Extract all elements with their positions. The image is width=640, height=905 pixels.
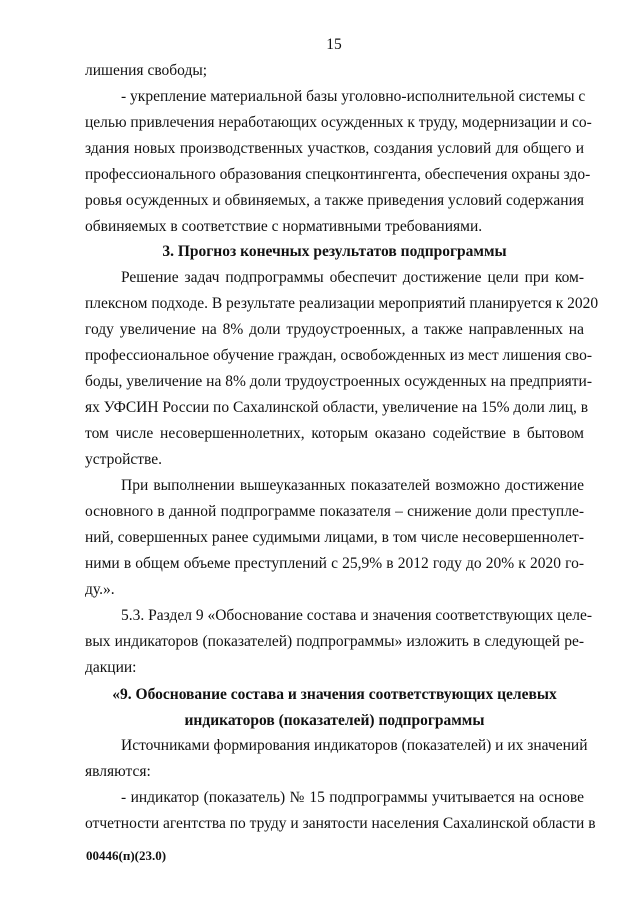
body-text-line: дакции: <box>85 659 137 676</box>
body-text-line: основного в данной подпрограмме показателя – снижение доли преступле- <box>85 503 584 520</box>
body-text-line: отчетности агентства по труду и занятости населения Сахалинской области в <box>85 815 596 832</box>
body-text-line: устройстве. <box>85 451 163 468</box>
body-text-line: - индикатор (показатель) № 15 подпрограммы учитывается на основе <box>121 789 584 806</box>
body-text-line: ду.». <box>85 581 115 598</box>
body-text-line: плексном подходе. В результате реализации мероприятий планируется к 2020 <box>85 295 599 312</box>
body-text-line: обвиняемых в соответствие с нормативными требованиями. <box>85 218 483 235</box>
section-heading-line: индикаторов (показателей) подпрограммы <box>184 712 485 729</box>
body-text-line: Источниками формирования индикаторов (показателей) и их значений <box>121 737 588 754</box>
body-text-line: ровья осужденных и обвиняемых, а также приведения условий содержания <box>85 192 584 209</box>
body-text-line: том числе несовершеннолетних, которым оказано содействие в бытовом <box>85 425 584 442</box>
page-number: 15 <box>326 36 342 53</box>
body-text-line: ний, совершенных ранее судимыми лицами, в том числе несовершеннолет- <box>85 529 584 546</box>
body-text-line: ях УФСИН России по Сахалинской области, увеличение на 15% доли лиц, в <box>85 399 589 416</box>
body-text-line: боды, увеличение на 8% доли трудоустроенных осужденных на предприяти- <box>85 373 593 390</box>
body-text-line: вых индикаторов (показателей) подпрограммы» изложить в следующей ре- <box>85 633 584 650</box>
body-text-line: Решение задач подпрограммы обеспечит достижение цели при ком- <box>121 269 584 286</box>
document-footer-code: 00446(п)(23.0) <box>86 848 167 863</box>
body-text-line: лишения свободы; <box>85 62 208 79</box>
body-text-line: целью привлечения неработающих осужденных к труду, модернизации и со- <box>85 114 592 131</box>
section-heading-line: «9. Обоснование состава и значения соответствующих целевых <box>112 686 557 703</box>
section-heading-line: 3. Прогноз конечных результатов подпрограммы <box>162 243 507 260</box>
body-text-line: являются: <box>85 763 151 780</box>
body-text-line: 5.3. Раздел 9 «Обоснование состава и значения соответствующих целе- <box>121 607 593 624</box>
body-text-line: здания новых производственных участков, создания условий для общего и <box>85 140 584 157</box>
body-text-line: При выполнении вышеуказанных показателей возможно достижение <box>121 477 584 494</box>
body-text-line: ними в общем объеме преступлений с 25,9% в 2012 году до 20% к 2020 го- <box>85 555 584 572</box>
body-text-line: году увеличение на 8% доли трудоустроенных, а также направленных на <box>85 321 584 338</box>
body-text-line: профессиональное обучение граждан, освобожденных из мест лишения сво- <box>85 347 593 364</box>
body-text-line: профессионального образования спецконтингента, обеспечения охраны здо- <box>85 166 591 183</box>
body-text-line: - укрепление материальной базы уголовно-исполнительной системы с <box>121 88 586 105</box>
